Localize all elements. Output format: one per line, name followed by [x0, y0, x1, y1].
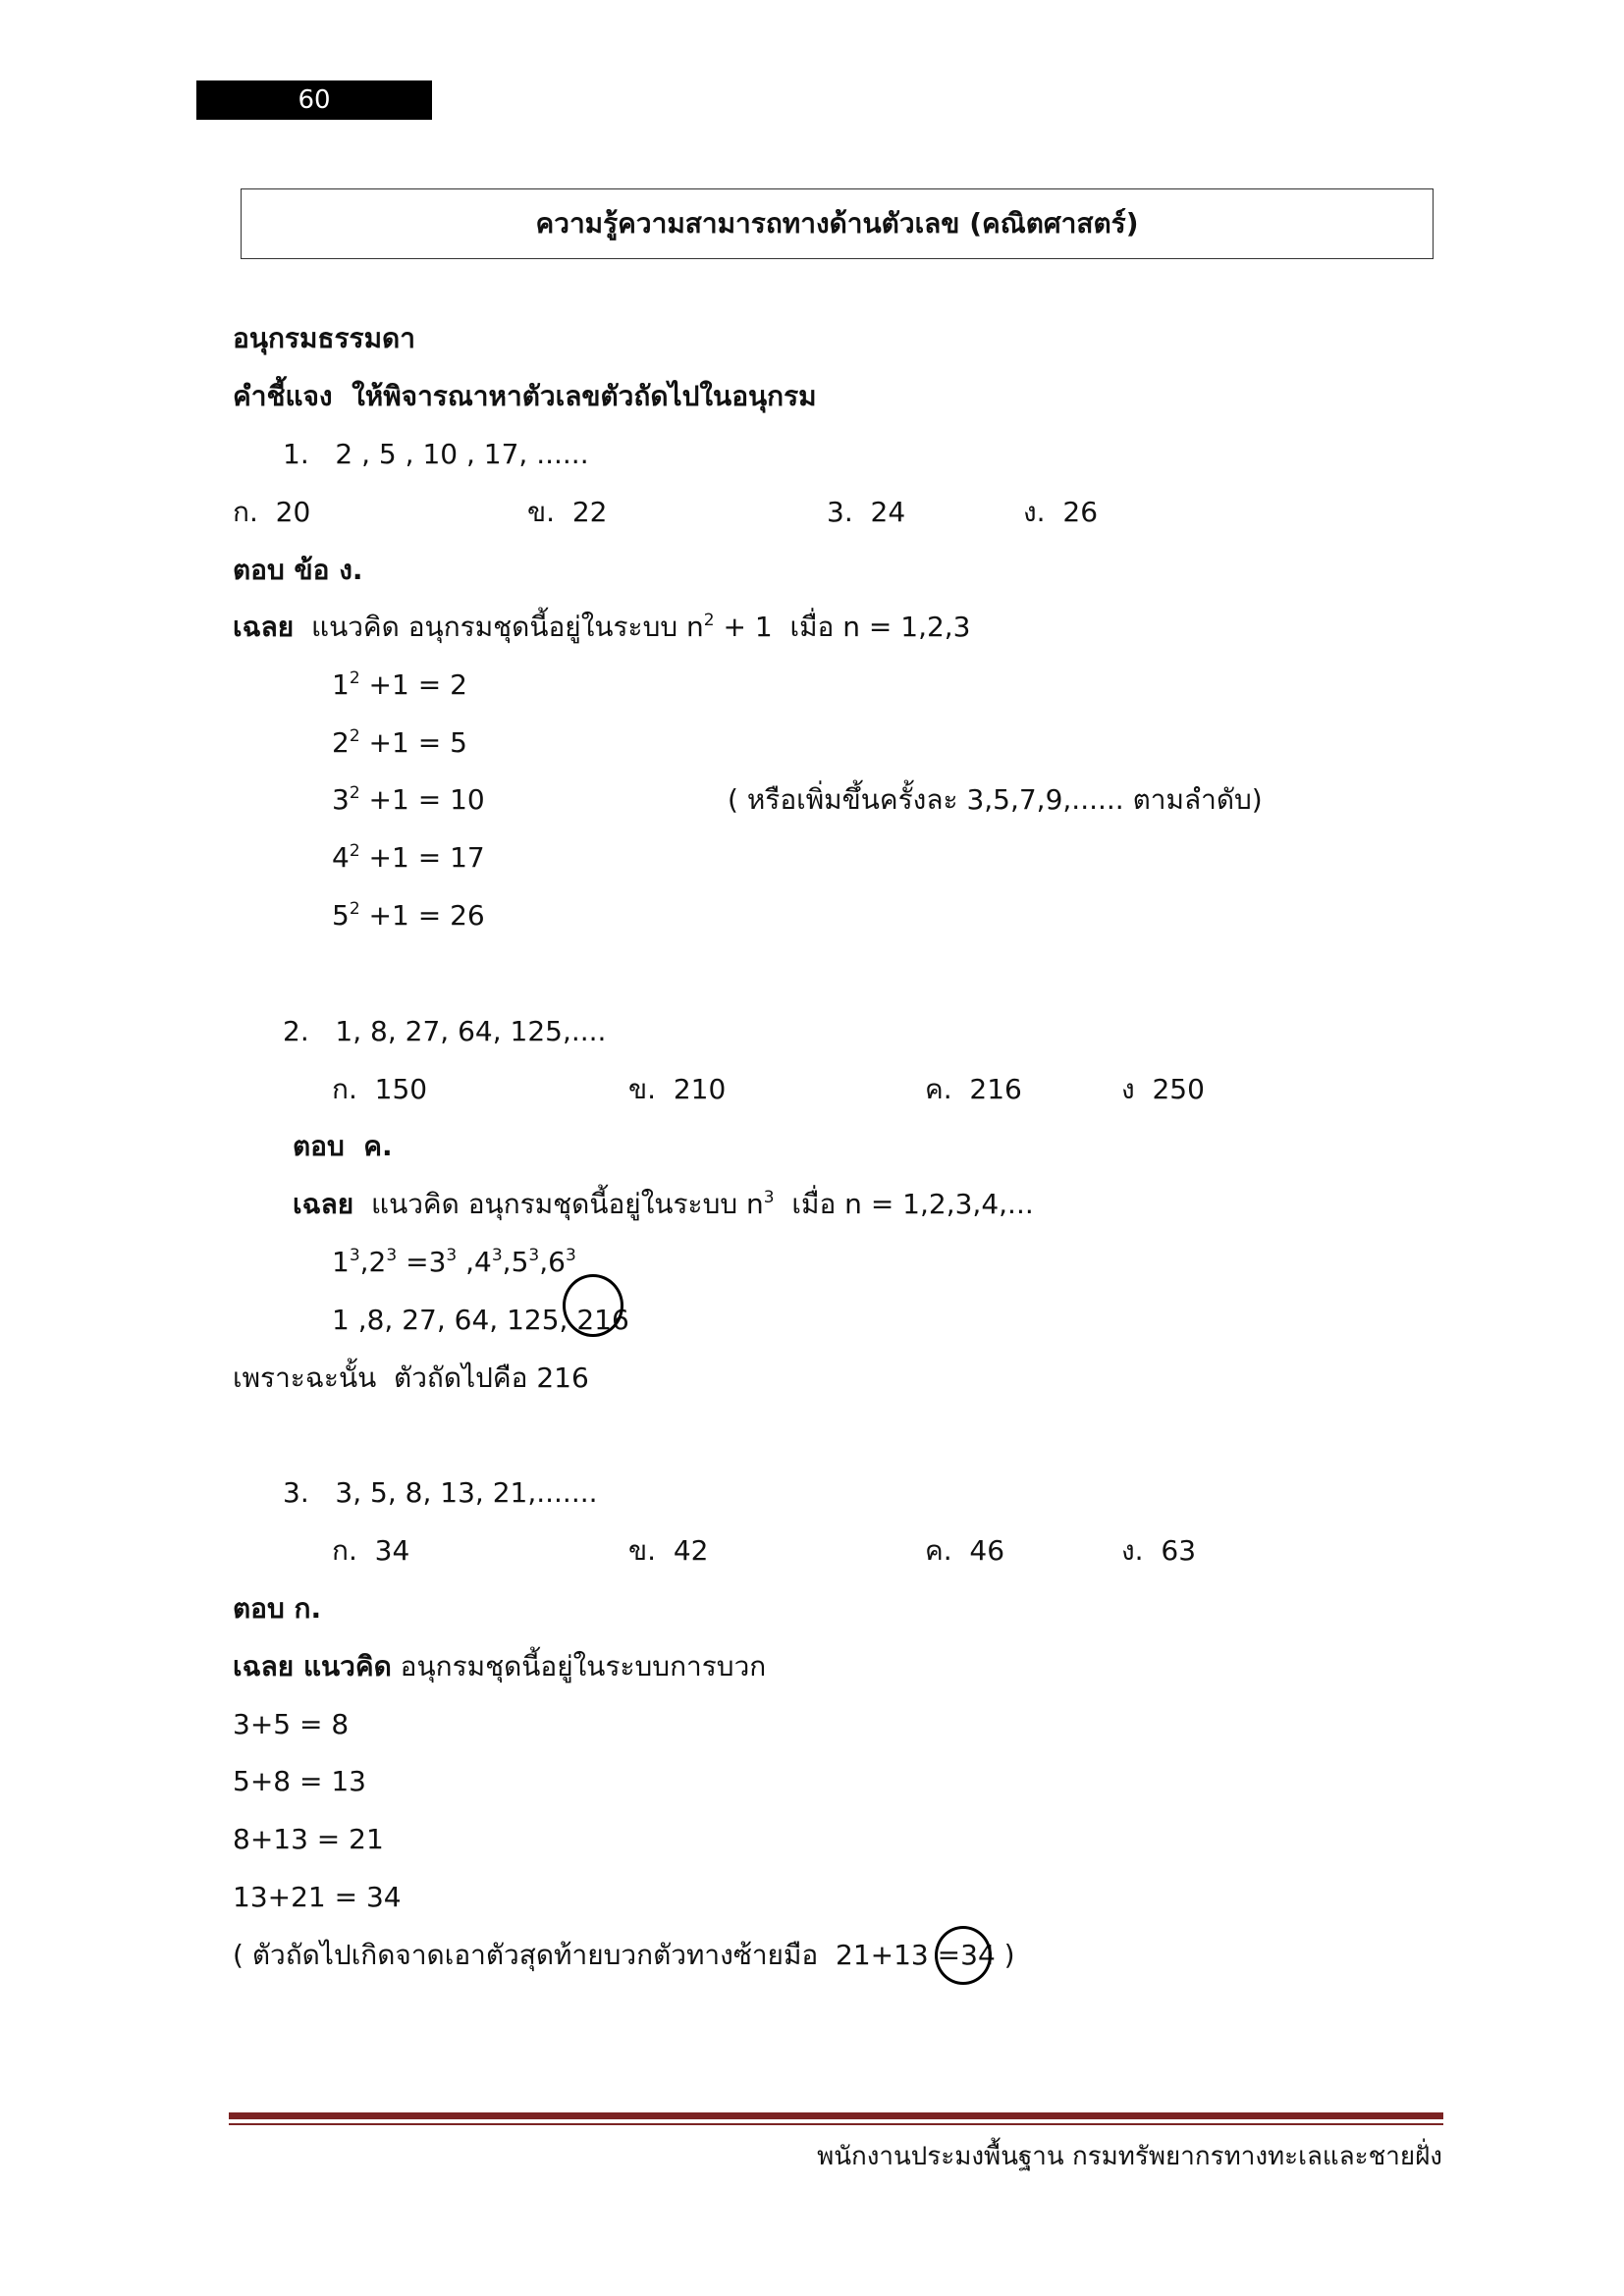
q2-option-a: ก. 150	[332, 1073, 428, 1105]
q3-step: 3+5 = 8	[233, 1708, 350, 1740]
q2-solution-label: เฉลย	[293, 1188, 354, 1220]
q1-step: $4^2 +1 = 17$	[332, 841, 485, 874]
footer-rule-thin	[229, 2123, 1443, 2125]
q2-answer: ตอบ ค.	[293, 1130, 393, 1162]
q1-note: ( หรือเพิ่มขึ้นครั้งละ 3,5,7,9,...... ตามลำดับ)	[728, 783, 1263, 816]
q1-question: 1. 2 , 5 , 10 , 17, ......	[283, 438, 589, 470]
q3-option-d: ง. 63	[1121, 1534, 1197, 1567]
q3-solution-label: เฉลย แนวคิด	[233, 1650, 392, 1682]
q2-solution-text-a: แนวคิด อนุกรมชุดนี้อยู่ในระบบ n	[353, 1188, 764, 1220]
q3-option-c: ค. 46	[925, 1534, 1005, 1567]
q2-solution	[293, 1187, 1034, 1222]
q1-answer: ตอบ ข้อ ง.	[233, 554, 363, 586]
q3-step: 13+21 = 34	[233, 1881, 402, 1913]
q2-option-d: ง 250	[1121, 1073, 1205, 1105]
q2-conclusion: เพราะฉะนั้น ตัวถัดไปคือ 216	[233, 1362, 589, 1394]
q2-solution-text-b: เมื่อ n = 1,2,3,4,...	[774, 1188, 1034, 1220]
answer-circle	[935, 1926, 992, 1985]
q2-question: 2. 1, 8, 27, 64, 125,....	[283, 1015, 607, 1047]
q3-step: 5+8 = 13	[233, 1765, 366, 1797]
q1-step: $1^2 +1 = 2$	[332, 668, 467, 701]
footer-rule	[229, 2112, 1443, 2119]
q3-question: 3. 3, 5, 8, 13, 21,.......	[283, 1476, 598, 1509]
q1-solution-text-a: แนวคิด อนุกรมชุดนี้อยู่ในระบบ n	[294, 611, 704, 643]
instruction: คำชี้แจง ให้พิจารณาหาตัวเลขตัวถัดไปในอนุกรม	[233, 380, 817, 412]
q2-option-c: ค. 216	[925, 1073, 1022, 1105]
q3-circled-answer: 34	[960, 1939, 996, 1971]
q1-option-a: ก. 20	[233, 496, 311, 528]
q1-step: $2^2 +1 = 5$	[332, 726, 467, 759]
page-number: 60	[196, 80, 432, 120]
q2-powers: $1^3,2^3 =3^3$ $,4^3,5^3,6^3$	[332, 1246, 576, 1278]
q3-option-a: ก. 34	[332, 1534, 410, 1567]
q1-step: $3^2 +1 = 10$	[332, 783, 485, 816]
q1-solution-text-b: + 1 เมื่อ n = 1,2,3	[714, 611, 971, 643]
q3-step: 8+13 = 21	[233, 1823, 384, 1855]
q2-circled-answer: 216	[576, 1304, 629, 1336]
answer-circle	[563, 1274, 623, 1337]
q2-sequence: 1 ,8, 27, 64, 125, 216	[332, 1304, 629, 1336]
q1-step: $5^2 +1 = 26$	[332, 899, 485, 932]
q3-option-b: ข. 42	[628, 1534, 709, 1567]
q3-solution	[233, 1649, 766, 1684]
q3-solution-text: อนุกรมชุดนี้อยู่ในระบบการบวก	[391, 1650, 767, 1682]
q1-solution	[233, 610, 971, 645]
q1-solution-exponent: 2	[703, 611, 715, 630]
q3-answer: ตอบ ก.	[233, 1592, 322, 1625]
q1-option-d: ง. 26	[1023, 496, 1099, 528]
page-title	[241, 188, 1434, 259]
q1-solution-label: เฉลย	[233, 611, 295, 643]
q1-option-c: 3. 24	[827, 496, 906, 528]
q2-option-b: ข. 210	[628, 1073, 727, 1105]
page-title-text: ความรู้ความสามารถทางด้านตัวเลข (คณิตศาสตร์)	[535, 207, 1139, 240]
q3-note: ( ตัวถัดไปเกิดจาดเอาตัวสุดท้ายบวกตัวทางซ้ายมือ 21+13 =34 )	[233, 1939, 1015, 1971]
section-heading: อนุกรมธรรมดา	[233, 322, 415, 354]
q2-solution-exponent: 3	[763, 1188, 775, 1207]
footer-text: พนักงานประมงพื้นฐาน กรมทรัพยากรทางทะเลและชายฝั่ง	[817, 2142, 1442, 2171]
q1-option-b: ข. 22	[527, 496, 608, 528]
